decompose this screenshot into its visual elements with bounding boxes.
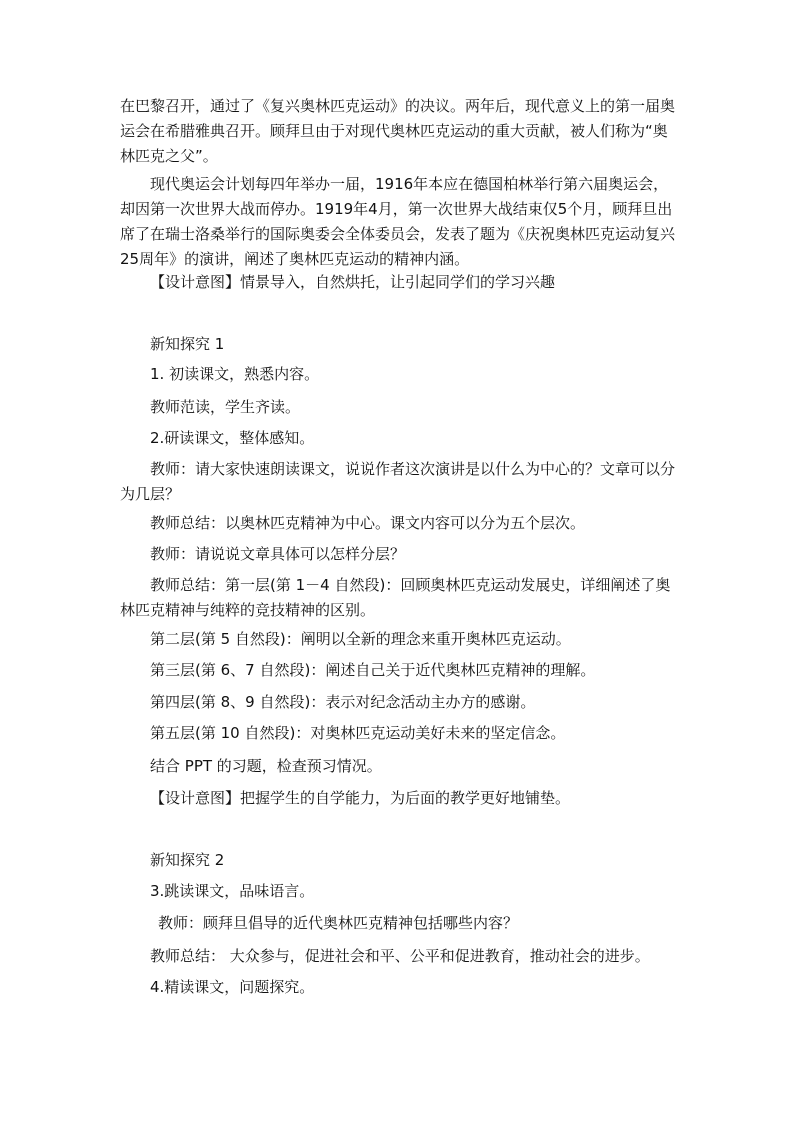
teacher-reading: 教师范读，学生齐读。: [150, 398, 301, 416]
paragraph-olympic-history: 现代奥运会计划每四年举办一届，1916年本应在德国柏林举行第六届奥运会，却因第一次世界大战而停办。1919年4月，第一次世界大战结束仅5个月，顾拜旦出席了在瑞士洛桑举行的国际奥委会全体委员会，发表了题为《庆祝奥林匹克运动复兴25周年》的演讲，阐述了奥林匹克运动的精神内涵。: [120, 175, 676, 268]
section-heading-2: 新知探究 2: [150, 851, 225, 869]
step-1: 1. 初读课文，熟悉内容。: [150, 365, 320, 383]
teacher-question-2: 教师：请说说文章具体可以怎样分层？: [150, 545, 406, 563]
layer-4: 第四层(第 8、9 自然段)：表示对纪念活动主办方的感谢。: [150, 693, 536, 711]
teacher-summary-3: 教师总结： 大众参与，促进社会和平、公平和促进教育，推动社会的进步。: [150, 947, 650, 965]
paragraph-olympic-founding: 在巴黎召开，通过了《复兴奥林匹克运动》的决议。两年后，现代意义上的第一届奥运会在希腊雅典召开。顾拜旦由于对现代奥林匹克运动的重大贡献，被人们称为“奥林匹克之父”。: [120, 97, 676, 165]
ppt-exercise: 结合 PPT 的习题，检查预习情况。: [150, 757, 382, 775]
step-2: 2.研读课文，整体感知。: [150, 429, 315, 447]
layer-5: 第五层(第 10 自然段)：对奥林匹克运动美好未来的坚定信念。: [150, 724, 566, 742]
teacher-question-3: 教师：顾拜旦倡导的近代奥林匹克精神包括哪些内容？: [158, 914, 519, 932]
section-heading-1: 新知探究 1: [150, 335, 225, 353]
design-intent-1: 【设计意图】情景导入，自然烘托，让引起同学们的学习兴趣: [150, 273, 556, 291]
step-4: 4.精读课文，问题探究。: [150, 978, 315, 996]
layer-2: 第二层(第 5 自然段)：阐明以全新的理念来重开奥林匹克运动。: [150, 630, 571, 648]
layer-3: 第三层(第 6、7 自然段)：阐述自己关于近代奥林匹克精神的理解。: [150, 661, 596, 679]
teacher-question-1: 教师：请大家快速朗读课文，说说作者这次演讲是以什么为中心的？文章可以分为几层？: [120, 460, 676, 503]
step-3: 3.跳读课文，品味语言。: [150, 882, 315, 900]
design-intent-2: 【设计意图】把握学生的自学能力，为后面的教学更好地铺垫。: [150, 789, 571, 807]
teacher-summary-1: 教师总结：以奥林匹克精神为中心。课文内容可以分为五个层次。: [150, 514, 586, 532]
teacher-summary-2: 教师总结：第一层(第 1－4 自然段)：回顾奥林匹克运动发展史，详细阐述了奥林匹克精神与纯粹的竞技精神的区别。: [120, 576, 671, 619]
